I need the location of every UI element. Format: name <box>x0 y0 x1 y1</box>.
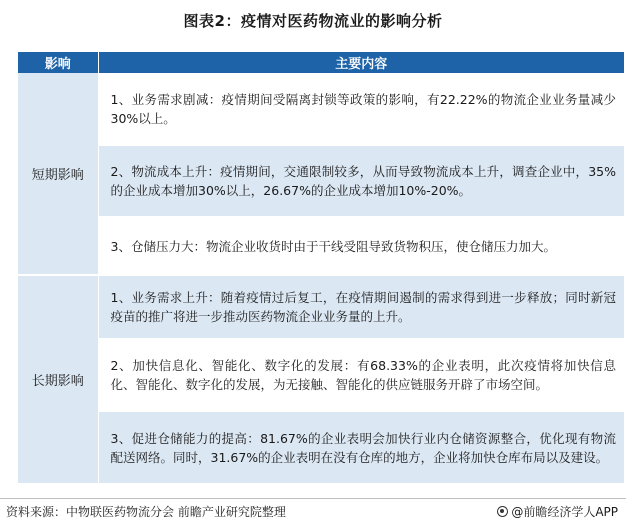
footer-divider <box>0 498 626 499</box>
brand-label: @前瞻经济学人APP <box>511 505 618 519</box>
source-note: 资料来源：中物联医药物流分会 前瞻产业研究院整理 <box>6 505 286 519</box>
content-cell: 1、业务需求剧减：疫情期间受隔离封锁等政策的影响，有22.22%的物流企业业务量减少30%以上。 <box>98 73 624 145</box>
table-row <box>18 145 624 217</box>
header-main-content: 主要内容 <box>98 52 624 73</box>
content-cell: 1、业务需求上升：随着疫情过后复工，在疫情期间遏制的需求得到进一步释放；同时新冠疫苗的推广将进一步推动医药物流企业业务量的上升。 <box>98 275 624 339</box>
table-row <box>18 339 624 411</box>
content-cell: 2、加快信息化、智能化、数字化的发展：有68.33%的企业表明，此次疫情将加快信息化、智能化、数字化的发展，为无接触、智能化的供应链服务开辟了市场空间。 <box>98 339 624 411</box>
header-impact: 影响 <box>18 52 98 73</box>
table-header-row <box>18 52 624 73</box>
content-cell: 3、仓储压力大：物流企业收货时由于干线受阻导致货物积压，使仓储压力加大。 <box>98 217 624 275</box>
brand-credit <box>497 503 618 520</box>
impact-table <box>18 52 624 485</box>
chart-title: 图表2：疫情对医药物流业的影响分析 <box>183 12 443 30</box>
table-row <box>18 217 624 275</box>
category-short-term: 短期影响 <box>18 73 98 275</box>
brand-logo-icon <box>497 506 508 517</box>
table-row <box>18 73 624 145</box>
content-cell: 2、物流成本上升：疫情期间，交通限制较多，从而导致物流成本上升，调查企业中，35%的企业成本增加30%以上，26.67%的企业成本增加10%-20%。 <box>98 145 624 217</box>
content-cell: 3、促进仓储能力的提高：81.67%的企业表明会加快行业内仓储资源整合，优化现有物流配送网络。同时，31.67%的企业表明在没有仓库的地方，企业将加快仓库布局以及建设。 <box>98 411 624 484</box>
table-row <box>18 275 624 339</box>
category-long-term: 长期影响 <box>18 275 98 484</box>
table-row <box>18 411 624 484</box>
